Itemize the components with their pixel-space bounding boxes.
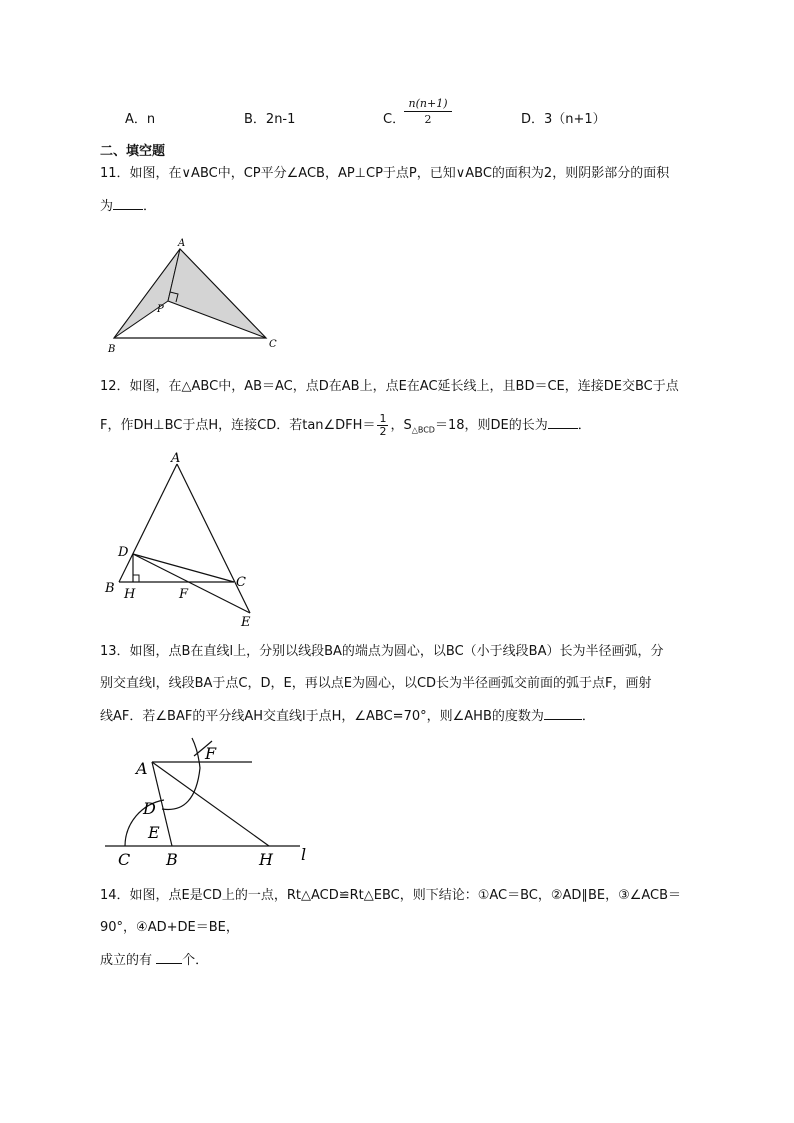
option-d: D．3（n+1）: [521, 112, 606, 127]
q13-line1: 13．如图，点B在直线l上，分别以线段BA的端点为圆心，以BC（小于线段BA）长为半径画弧，分: [100, 644, 664, 659]
q12-label-a: A: [171, 451, 181, 466]
q14-line3: [100, 951, 730, 970]
option-c-fraction: [404, 97, 452, 126]
q13-label-b: B: [166, 850, 178, 869]
q11-line2-prefix: 为: [100, 199, 114, 214]
q12-segment-dc: [133, 554, 234, 582]
q14-line2: 90°，④AD+DE＝BE，: [100, 920, 239, 935]
q12-line2: [100, 413, 730, 440]
q14-answer-blank[interactable]: [156, 951, 182, 964]
q12-segment-de: [133, 554, 250, 613]
q12-answer-blank[interactable]: [548, 416, 578, 429]
q11-answer-blank[interactable]: [113, 197, 143, 210]
q12-label-b: B: [105, 581, 115, 596]
q14-line1: 14．如图，点E是CD上的一点，Rt△ACD≌Rt△EBC，则下结论：①AC＝BC，②AD∥BE，③∠ACB＝: [100, 888, 682, 903]
q12-label-h: H: [124, 587, 136, 602]
q13-answer-blank[interactable]: [544, 707, 582, 720]
option-b: B．2n-1: [244, 112, 296, 127]
q13-line2: 别交直线l，线段BA于点C，D，E，再以点E为圆心，以CD长为半径画弧交前面的弧于点F，画射: [100, 676, 652, 691]
q13-figure: [100, 732, 320, 872]
q13-label-f: F: [205, 744, 217, 763]
option-c-denominator: 2: [424, 113, 432, 126]
q12-label-e: E: [241, 615, 251, 630]
q12-line1: 12．如图，在△ABC中，AB＝AC，点D在AB上，点E在AC延长线上，且BD＝CE，连接DE交BC于点: [100, 379, 679, 394]
q13-label-d: D: [143, 799, 156, 818]
q13-line3-prefix: 线AF．若∠BAF的平分线AH交直线l于点H，∠ABC=70°，则∠AHB的度数为: [100, 709, 544, 724]
q11-label-c: C: [269, 339, 277, 350]
q11-shade-right: [168, 249, 266, 338]
q11-line2: [100, 197, 730, 216]
q11-label-p: P: [157, 304, 164, 315]
q13-label-a: A: [136, 759, 148, 778]
q12-figure: [100, 446, 270, 630]
q12-frac-den: 2: [379, 425, 387, 438]
q13-label-h: H: [259, 850, 273, 869]
q12-line2-mid: ，S: [390, 418, 412, 433]
q11-figure: [100, 234, 300, 360]
option-c-numerator: n(n+1): [404, 97, 452, 112]
q12-right-angle-mark: [133, 575, 139, 582]
q14-line3-prefix: 成立的有: [100, 953, 157, 968]
q12-line2-prefix: F，作DH⊥BC于点H，连接CD．若tan∠DFH＝: [100, 418, 376, 433]
q11-line2-suffix: ．: [143, 199, 157, 214]
q12-line2-suffix: ．: [577, 418, 591, 433]
q12-label-d: D: [118, 545, 129, 560]
q12-fraction: [377, 413, 388, 438]
q13-label-c: C: [118, 850, 131, 869]
option-a: A．n: [125, 112, 156, 127]
q12-subscript: △BCD: [411, 425, 435, 435]
q14-line3-suffix: 个．: [182, 953, 209, 968]
q12-line2-after: ＝18，则DE的长为: [434, 418, 548, 433]
q12-label-f: F: [179, 587, 189, 602]
q11-line1: 11．如图，在∨ABC中，CP平分∠ACB，AP⊥CP于点P，已知∨ABC的面积为2，则阴影部分的面积: [100, 166, 670, 181]
section-title: 二、填空题: [100, 144, 166, 159]
q11-label-b: B: [108, 344, 116, 355]
q13-line3-suffix: ．: [581, 709, 595, 724]
q13-label-e: E: [148, 823, 160, 842]
q13-label-l: l: [301, 845, 307, 864]
q12-label-c: C: [236, 575, 246, 590]
q12-frac-num: 1: [379, 412, 387, 425]
option-c-label: C．: [383, 112, 406, 127]
q11-label-a: A: [178, 238, 186, 249]
q13-line3: [100, 707, 730, 726]
